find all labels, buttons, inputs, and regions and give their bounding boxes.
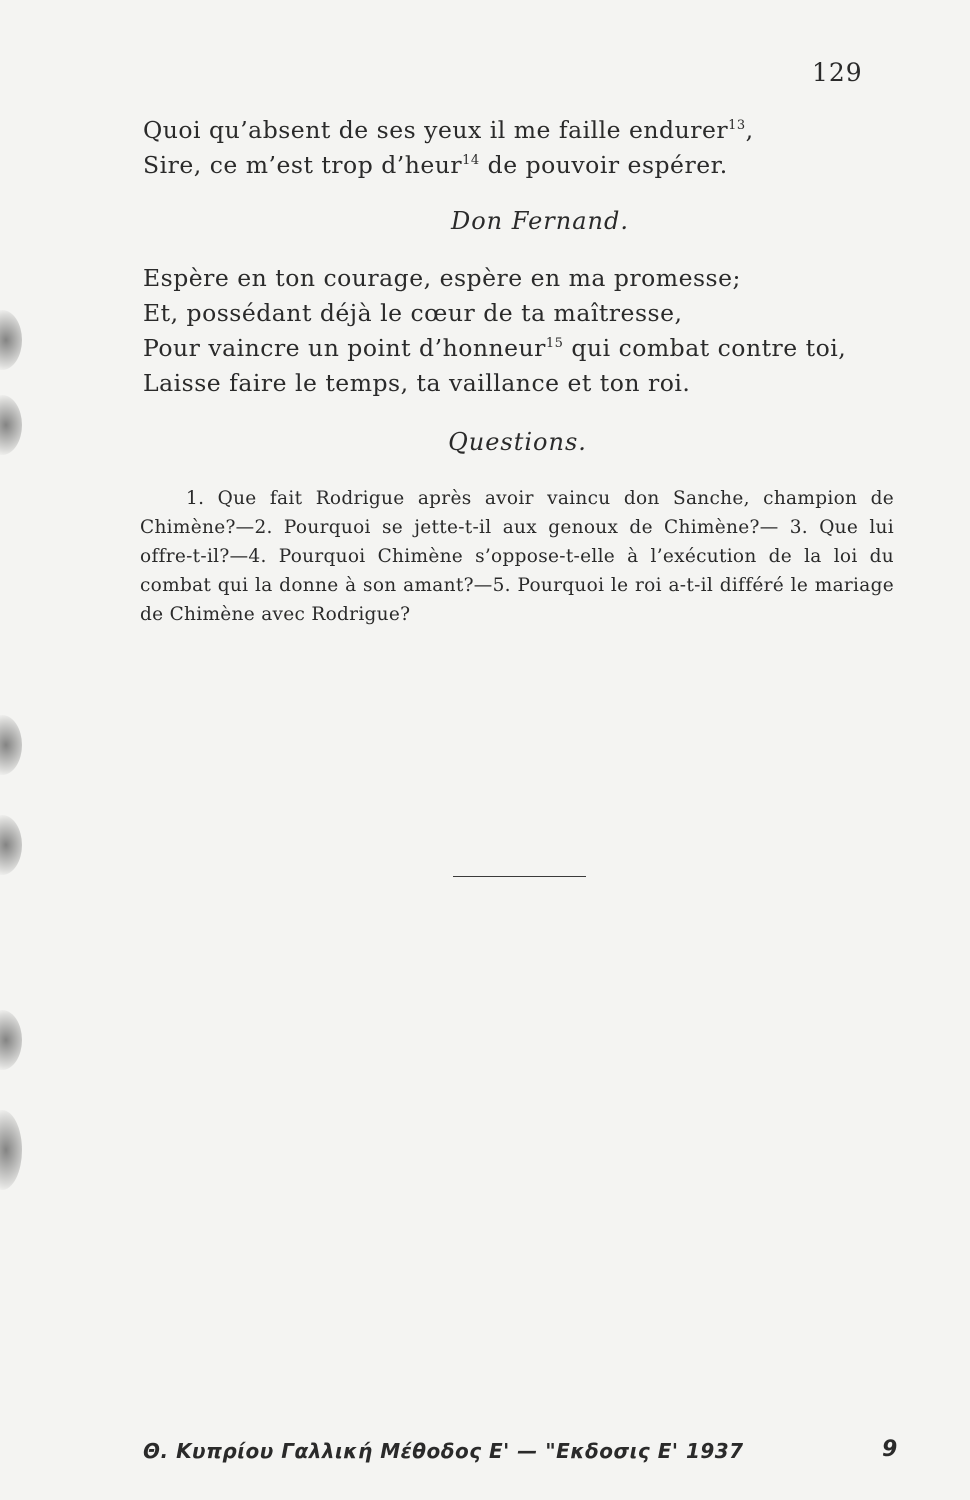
questions-paragraph: 1. Que fait Rodrigue après avoir vaincu don Sanche, champion de Chimène?—2. Pourquoi se jette-t-il aux genoux de Chimène?— 3. Que lui offre-t-il?—4. Pourquoi Chimène s’oppose-t-elle à l’exécution de la loi du combat qui la donne à son amant?—5. Pourquoi le roi a-t-il différé le mariage de Chimène avec Rodrigue? — [140, 488, 894, 625]
verse-line: Espère en ton courage, espère en ma promesse; — [143, 264, 741, 292]
verse-line: Sire, ce m’est trop d’heur$^{14}$ de pouvoir espérer. — [143, 151, 728, 179]
footer-publisher: Θ. Κυπρίου Γαλλική Μέθοδος Ε' — "Εκδοσις Ε' 1937 — [143, 1439, 744, 1463]
separator-rule — [453, 876, 586, 877]
verse-line: Et, possédant déjà le cœur de ta maîtresse, — [143, 299, 683, 327]
binding-hole-mark — [0, 815, 22, 875]
verse-block-2 — [143, 262, 846, 402]
footnote-ref: 14 — [462, 153, 480, 169]
section-title: Questions. — [448, 428, 587, 456]
page-number: 129 — [812, 58, 863, 87]
verse-line: Quoi qu’absent de ses yeux il me faille endurer$^{13}$, — [143, 116, 754, 144]
binding-hole-mark — [0, 1110, 22, 1190]
speaker-name: Don Fernand. — [450, 207, 629, 235]
footnote-ref: 15 — [545, 336, 564, 352]
footer-signature-number: 9 — [882, 1437, 898, 1462]
binding-hole-mark — [0, 310, 22, 370]
verse-line: Laisse faire le temps, ta vaillance et ton roi. — [143, 369, 691, 397]
footnote-ref: 13 — [728, 118, 746, 134]
verse-line: Pour vaincre un point d’honneur$^{15}$ qui combat contre toi, — [143, 334, 847, 362]
binding-hole-mark — [0, 715, 22, 775]
verse-block-1 — [143, 114, 754, 184]
binding-hole-mark — [0, 1010, 22, 1070]
